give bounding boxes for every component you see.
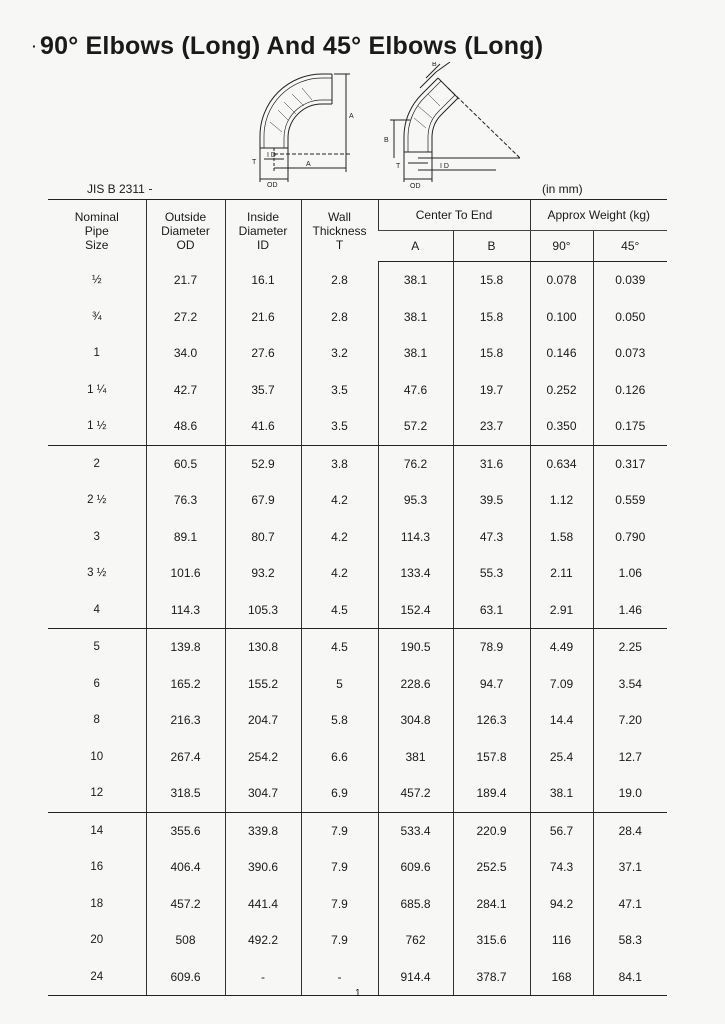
- cell-outside-diameter: 76.3: [146, 482, 225, 519]
- cell-weight-90: 0.634: [530, 445, 593, 482]
- cell-weight-45: 84.1: [593, 959, 667, 996]
- dim-a-bottom-label: A: [306, 161, 311, 168]
- cell-inside-diameter: 130.8: [225, 629, 301, 666]
- cell-inside-diameter: 304.7: [225, 775, 301, 812]
- cell-outside-diameter: 139.8: [146, 629, 225, 666]
- cell-nominal-size: 4: [48, 592, 146, 629]
- cell-center-a: 38.1: [378, 335, 453, 372]
- cell-center-b: 23.7: [453, 408, 530, 445]
- cell-nominal-size: 3: [93, 530, 100, 543]
- cell-center-b: 39.5: [453, 482, 530, 519]
- header-a: A: [378, 231, 453, 262]
- cell-wall-thickness: 3.5: [301, 408, 378, 445]
- cell-inside-diameter: 441.4: [225, 886, 301, 923]
- cell-nominal-size: 12: [48, 775, 146, 812]
- cell-wall-thickness: 4.5: [301, 629, 378, 666]
- table-row: [48, 372, 667, 409]
- cell-outside-diameter: 609.6: [146, 959, 225, 996]
- cell-center-b: 252.5: [453, 849, 530, 886]
- cell-wall-thickness: 5.8: [301, 702, 378, 739]
- cell-center-a: 76.2: [378, 445, 453, 482]
- dim-t-label: T: [252, 159, 257, 166]
- header-weight-90: 90°: [530, 231, 593, 262]
- cell-wall-thickness: 4.2: [301, 555, 378, 592]
- dim-a-label: A: [349, 113, 354, 120]
- table-row: [48, 445, 667, 482]
- cell-weight-45: 0.175: [593, 408, 667, 445]
- cell-wall-thickness: 6.9: [301, 775, 378, 812]
- cell-inside-diameter: 390.6: [225, 849, 301, 886]
- cell-center-a: 228.6: [378, 666, 453, 703]
- cell-center-a: 190.5: [378, 629, 453, 666]
- table-body: [48, 262, 667, 996]
- cell-center-a: 533.4: [378, 812, 453, 849]
- cell-weight-45: 58.3: [593, 922, 667, 959]
- cell-weight-90: 1.12: [530, 482, 593, 519]
- page-title: [32, 32, 544, 61]
- units-note: (in mm): [542, 182, 583, 196]
- cell-outside-diameter: 34.0: [146, 335, 225, 372]
- cell-nominal-size: ¾: [91, 310, 102, 323]
- cell-center-b: 157.8: [453, 739, 530, 776]
- dim-b-top-label: B: [432, 62, 437, 68]
- table-row: [48, 775, 667, 812]
- cell-inside-diameter: 93.2: [225, 555, 301, 592]
- table-row: [48, 482, 667, 519]
- cell-inside-diameter: 492.2: [225, 922, 301, 959]
- dim-od-label: OD: [267, 182, 278, 189]
- cell-inside-diameter: 155.2: [225, 666, 301, 703]
- cell-weight-90: 1.58: [530, 519, 593, 556]
- table-row: [48, 262, 667, 299]
- cell-wall-thickness: 3.5: [301, 372, 378, 409]
- dim-b-left-label: B: [384, 137, 389, 144]
- cell-wall-thickness: 7.9: [301, 886, 378, 923]
- header-b: B: [453, 231, 530, 262]
- table-row: [48, 812, 667, 849]
- cell-weight-90: 4.49: [530, 629, 593, 666]
- cell-center-a: 38.1: [378, 299, 453, 336]
- cell-inside-diameter: 67.9: [225, 482, 301, 519]
- cell-center-a: 133.4: [378, 555, 453, 592]
- cell-inside-diameter: 16.1: [225, 262, 301, 299]
- table-row: [48, 408, 667, 445]
- cell-wall-thickness: 4.5: [301, 592, 378, 629]
- header-center-to-end: Center To End: [378, 200, 530, 231]
- header-nominal-pipe-size: Nominal Pipe Size: [48, 200, 146, 262]
- cell-weight-90: 0.350: [530, 408, 593, 445]
- header-outside-diameter: Outside Diameter OD: [146, 200, 225, 262]
- cell-center-b: 284.1: [453, 886, 530, 923]
- cell-center-b: 315.6: [453, 922, 530, 959]
- elbow-90-diagram: [248, 62, 368, 192]
- dim-t-label-45: T: [396, 163, 401, 170]
- table-row: [48, 555, 667, 592]
- cell-weight-90: 38.1: [530, 775, 593, 812]
- cell-wall-thickness: 2.8: [301, 262, 378, 299]
- cell-outside-diameter: 101.6: [146, 555, 225, 592]
- cell-inside-diameter: 339.8: [225, 812, 301, 849]
- cell-weight-45: 19.0: [593, 775, 667, 812]
- cell-weight-90: 0.146: [530, 335, 593, 372]
- cell-weight-45: 2.25: [593, 629, 667, 666]
- cell-nominal-size: 2 ½: [87, 494, 107, 507]
- cell-weight-90: 25.4: [530, 739, 593, 776]
- cell-center-b: 220.9: [453, 812, 530, 849]
- table-row: [48, 886, 667, 923]
- table-row: [48, 519, 667, 556]
- cell-center-a: 381: [378, 739, 453, 776]
- cell-center-a: 114.3: [378, 519, 453, 556]
- cell-inside-diameter: 41.6: [225, 408, 301, 445]
- cell-center-a: 457.2: [378, 775, 453, 812]
- title-bullet: ·: [32, 38, 37, 54]
- cell-center-b: 94.7: [453, 666, 530, 703]
- table-row: [48, 739, 667, 776]
- cell-weight-90: 74.3: [530, 849, 593, 886]
- cell-wall-thickness: 4.2: [301, 482, 378, 519]
- cell-wall-thickness: 2.8: [301, 299, 378, 336]
- cell-weight-45: 1.46: [593, 592, 667, 629]
- cell-outside-diameter: 508: [146, 922, 225, 959]
- cell-weight-45: 28.4: [593, 812, 667, 849]
- cell-wall-thickness: 5: [301, 666, 378, 703]
- dim-id-label: I D: [267, 152, 276, 159]
- cell-center-a: 152.4: [378, 592, 453, 629]
- cell-inside-diameter: 21.6: [225, 299, 301, 336]
- cell-weight-90: 116: [530, 922, 593, 959]
- cell-weight-45: 0.039: [593, 262, 667, 299]
- cell-center-a: 914.4: [378, 959, 453, 996]
- cell-nominal-size: 2: [93, 457, 100, 470]
- cell-center-b: 47.3: [453, 519, 530, 556]
- cell-center-b: 378.7: [453, 959, 530, 996]
- cell-center-b: 15.8: [453, 335, 530, 372]
- cell-center-b: 78.9: [453, 629, 530, 666]
- standard-code: JIS B 2311: [87, 182, 152, 196]
- table-row: [48, 849, 667, 886]
- table-row: [48, 592, 667, 629]
- cell-outside-diameter: 60.5: [146, 445, 225, 482]
- table-row: [48, 702, 667, 739]
- cell-wall-thickness: 6.6: [301, 739, 378, 776]
- cell-weight-45: 0.050: [593, 299, 667, 336]
- cell-outside-diameter: 406.4: [146, 849, 225, 886]
- page-number: 1: [355, 988, 361, 999]
- cell-weight-45: 37.1: [593, 849, 667, 886]
- cell-inside-diameter: 254.2: [225, 739, 301, 776]
- cell-inside-diameter: 27.6: [225, 335, 301, 372]
- header-inside-diameter: Inside Diameter ID: [225, 200, 301, 262]
- title-text: 90° Elbows (Long) And 45° Elbows (Long): [40, 32, 544, 60]
- cell-outside-diameter: 27.2: [146, 299, 225, 336]
- cell-weight-90: 56.7: [530, 812, 593, 849]
- cell-center-a: 762: [378, 922, 453, 959]
- dim-od-label-45: OD: [410, 183, 421, 190]
- cell-weight-90: 0.100: [530, 299, 593, 336]
- cell-weight-90: 2.11: [530, 555, 593, 592]
- cell-outside-diameter: 114.3: [146, 592, 225, 629]
- cell-outside-diameter: 89.1: [146, 519, 225, 556]
- cell-weight-45: 0.317: [593, 445, 667, 482]
- cell-nominal-size: 3 ½: [87, 567, 107, 580]
- cell-nominal-size: 5: [93, 641, 100, 654]
- header-approx-weight: Approx Weight (kg): [530, 200, 667, 231]
- cell-nominal-size: 8: [93, 714, 100, 727]
- cell-weight-45: 7.20: [593, 702, 667, 739]
- cell-nominal-size: 20: [90, 934, 104, 947]
- cell-outside-diameter: 21.7: [146, 262, 225, 299]
- cell-inside-diameter: 80.7: [225, 519, 301, 556]
- cell-center-a: 609.6: [378, 849, 453, 886]
- header-wall-thickness: Wall Thickness T: [301, 200, 378, 262]
- cell-wall-thickness: 7.9: [301, 812, 378, 849]
- cell-outside-diameter: 48.6: [146, 408, 225, 445]
- cell-center-b: 19.7: [453, 372, 530, 409]
- cell-inside-diameter: 35.7: [225, 372, 301, 409]
- cell-center-b: 189.4: [453, 775, 530, 812]
- header-weight-45: 45°: [593, 231, 667, 262]
- cell-weight-45: 1.06: [593, 555, 667, 592]
- cell-center-b: 31.6: [453, 445, 530, 482]
- cell-outside-diameter: 318.5: [146, 775, 225, 812]
- cell-center-a: 57.2: [378, 408, 453, 445]
- dim-id-label-45: I D: [440, 163, 449, 170]
- cell-center-a: 685.8: [378, 886, 453, 923]
- cell-weight-90: 2.91: [530, 592, 593, 629]
- cell-nominal-size: 18: [90, 897, 104, 910]
- cell-weight-90: 7.09: [530, 666, 593, 703]
- cell-weight-90: 14.4: [530, 702, 593, 739]
- cell-center-a: 38.1: [378, 262, 453, 299]
- cell-outside-diameter: 457.2: [146, 886, 225, 923]
- cell-weight-45: 3.54: [593, 666, 667, 703]
- cell-weight-45: 0.559: [593, 482, 667, 519]
- cell-center-a: 304.8: [378, 702, 453, 739]
- cell-inside-diameter: -: [225, 959, 301, 996]
- cell-weight-45: 12.7: [593, 739, 667, 776]
- cell-outside-diameter: 216.3: [146, 702, 225, 739]
- cell-weight-45: 0.790: [593, 519, 667, 556]
- cell-center-b: 15.8: [453, 262, 530, 299]
- cell-nominal-size: ½: [91, 274, 102, 286]
- cell-weight-45: 47.1: [593, 886, 667, 923]
- elbow-spec-table: [48, 199, 667, 996]
- cell-wall-thickness: 3.2: [301, 335, 378, 372]
- table-row: [48, 666, 667, 703]
- cell-center-a: 95.3: [378, 482, 453, 519]
- cell-inside-diameter: 204.7: [225, 702, 301, 739]
- cell-nominal-size: 24: [48, 959, 146, 996]
- cell-weight-45: 0.073: [593, 335, 667, 372]
- table-row: [48, 922, 667, 959]
- cell-weight-90: 168: [530, 959, 593, 996]
- cell-center-b: 63.1: [453, 592, 530, 629]
- cell-inside-diameter: 105.3: [225, 592, 301, 629]
- cell-center-b: 126.3: [453, 702, 530, 739]
- cell-nominal-size: 14: [90, 824, 104, 837]
- cell-outside-diameter: 267.4: [146, 739, 225, 776]
- table-row: [48, 335, 667, 372]
- cell-weight-90: 0.252: [530, 372, 593, 409]
- cell-nominal-size: 1 ¼: [87, 383, 107, 396]
- cell-weight-45: 0.126: [593, 372, 667, 409]
- cell-outside-diameter: 42.7: [146, 372, 225, 409]
- cell-outside-diameter: 355.6: [146, 812, 225, 849]
- cell-nominal-size: 1: [93, 347, 100, 360]
- cell-outside-diameter: 165.2: [146, 666, 225, 703]
- table-row: [48, 629, 667, 666]
- cell-inside-diameter: 52.9: [225, 445, 301, 482]
- cell-weight-90: 0.078: [530, 262, 593, 299]
- cell-wall-thickness: 7.9: [301, 922, 378, 959]
- elbow-45-diagram: [380, 62, 530, 192]
- cell-nominal-size: 16: [90, 861, 104, 874]
- cell-nominal-size: 10: [90, 750, 104, 763]
- cell-center-b: 15.8: [453, 299, 530, 336]
- table-row: [48, 299, 667, 336]
- cell-wall-thickness: 3.8: [301, 445, 378, 482]
- cell-nominal-size: 6: [93, 677, 100, 690]
- cell-wall-thickness: 4.2: [301, 519, 378, 556]
- cell-wall-thickness: 7.9: [301, 849, 378, 886]
- cell-center-a: 47.6: [378, 372, 453, 409]
- cell-weight-90: 94.2: [530, 886, 593, 923]
- cell-center-b: 55.3: [453, 555, 530, 592]
- cell-wall-thickness: -: [301, 959, 378, 996]
- cell-nominal-size: 1 ½: [48, 408, 146, 445]
